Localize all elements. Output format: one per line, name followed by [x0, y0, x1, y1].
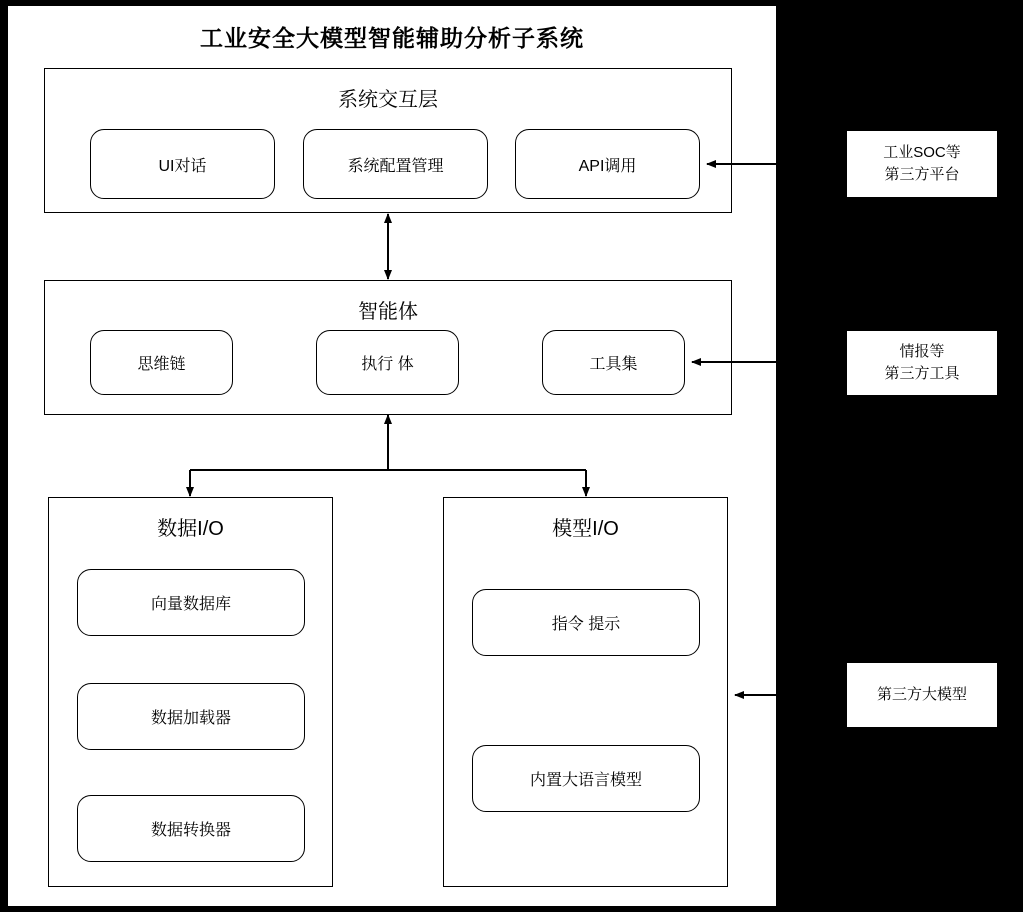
external-intelligence-tools-line1: 情报等 — [899, 342, 945, 360]
node-toolset[interactable] — [542, 330, 685, 395]
layer-model-io — [443, 497, 728, 887]
external-industrial-soc[interactable] — [846, 130, 998, 198]
node-vector-database-label: 向量数据库 — [150, 596, 231, 613]
node-system-config[interactable] — [303, 129, 488, 199]
external-third-party-llm-line1: 第三方大模型 — [876, 685, 967, 703]
node-prompt[interactable] — [472, 589, 700, 656]
node-ui-dialog[interactable] — [90, 129, 275, 199]
node-ui-dialog-label: UI对话 — [158, 157, 207, 175]
node-data-loader-label: 数据加载器 — [150, 710, 231, 727]
node-api-call-label: API调用 — [578, 157, 637, 175]
node-vector-database[interactable] — [77, 569, 305, 636]
layer-agent-title: 智能体 — [358, 301, 418, 323]
node-chain-of-thought[interactable] — [90, 330, 233, 395]
layer-data-io-title: 数据I/O — [157, 518, 224, 540]
external-intelligence-tools[interactable] — [846, 330, 998, 396]
node-prompt-label: 指令 提示 — [551, 616, 621, 633]
node-api-call[interactable] — [515, 129, 700, 199]
external-intelligence-tools-line2: 第三方工具 — [884, 365, 960, 382]
node-executor-label: 执行 体 — [361, 356, 414, 373]
external-industrial-soc-line2: 第三方平台 — [884, 166, 960, 183]
layer-model-io-title: 模型I/O — [552, 518, 619, 540]
node-builtin-llm[interactable] — [472, 745, 700, 812]
layer-interaction-title: 系统交互层 — [338, 89, 438, 111]
node-builtin-llm-label: 内置大语言模型 — [529, 772, 642, 789]
external-third-party-llm[interactable] — [846, 662, 998, 728]
page-title: 工业安全大模型智能辅助分析子系统 — [200, 25, 584, 51]
node-data-loader[interactable] — [77, 683, 305, 750]
node-system-config-label: 系统配置管理 — [347, 157, 444, 175]
node-executor[interactable] — [316, 330, 459, 395]
external-industrial-soc-line1: 工业SOC等 — [883, 143, 961, 161]
node-data-transformer[interactable] — [77, 795, 305, 862]
node-toolset-label: 工具集 — [589, 356, 638, 373]
node-data-transformer-label: 数据转换器 — [150, 822, 231, 839]
node-chain-of-thought-label: 思维链 — [137, 356, 186, 373]
